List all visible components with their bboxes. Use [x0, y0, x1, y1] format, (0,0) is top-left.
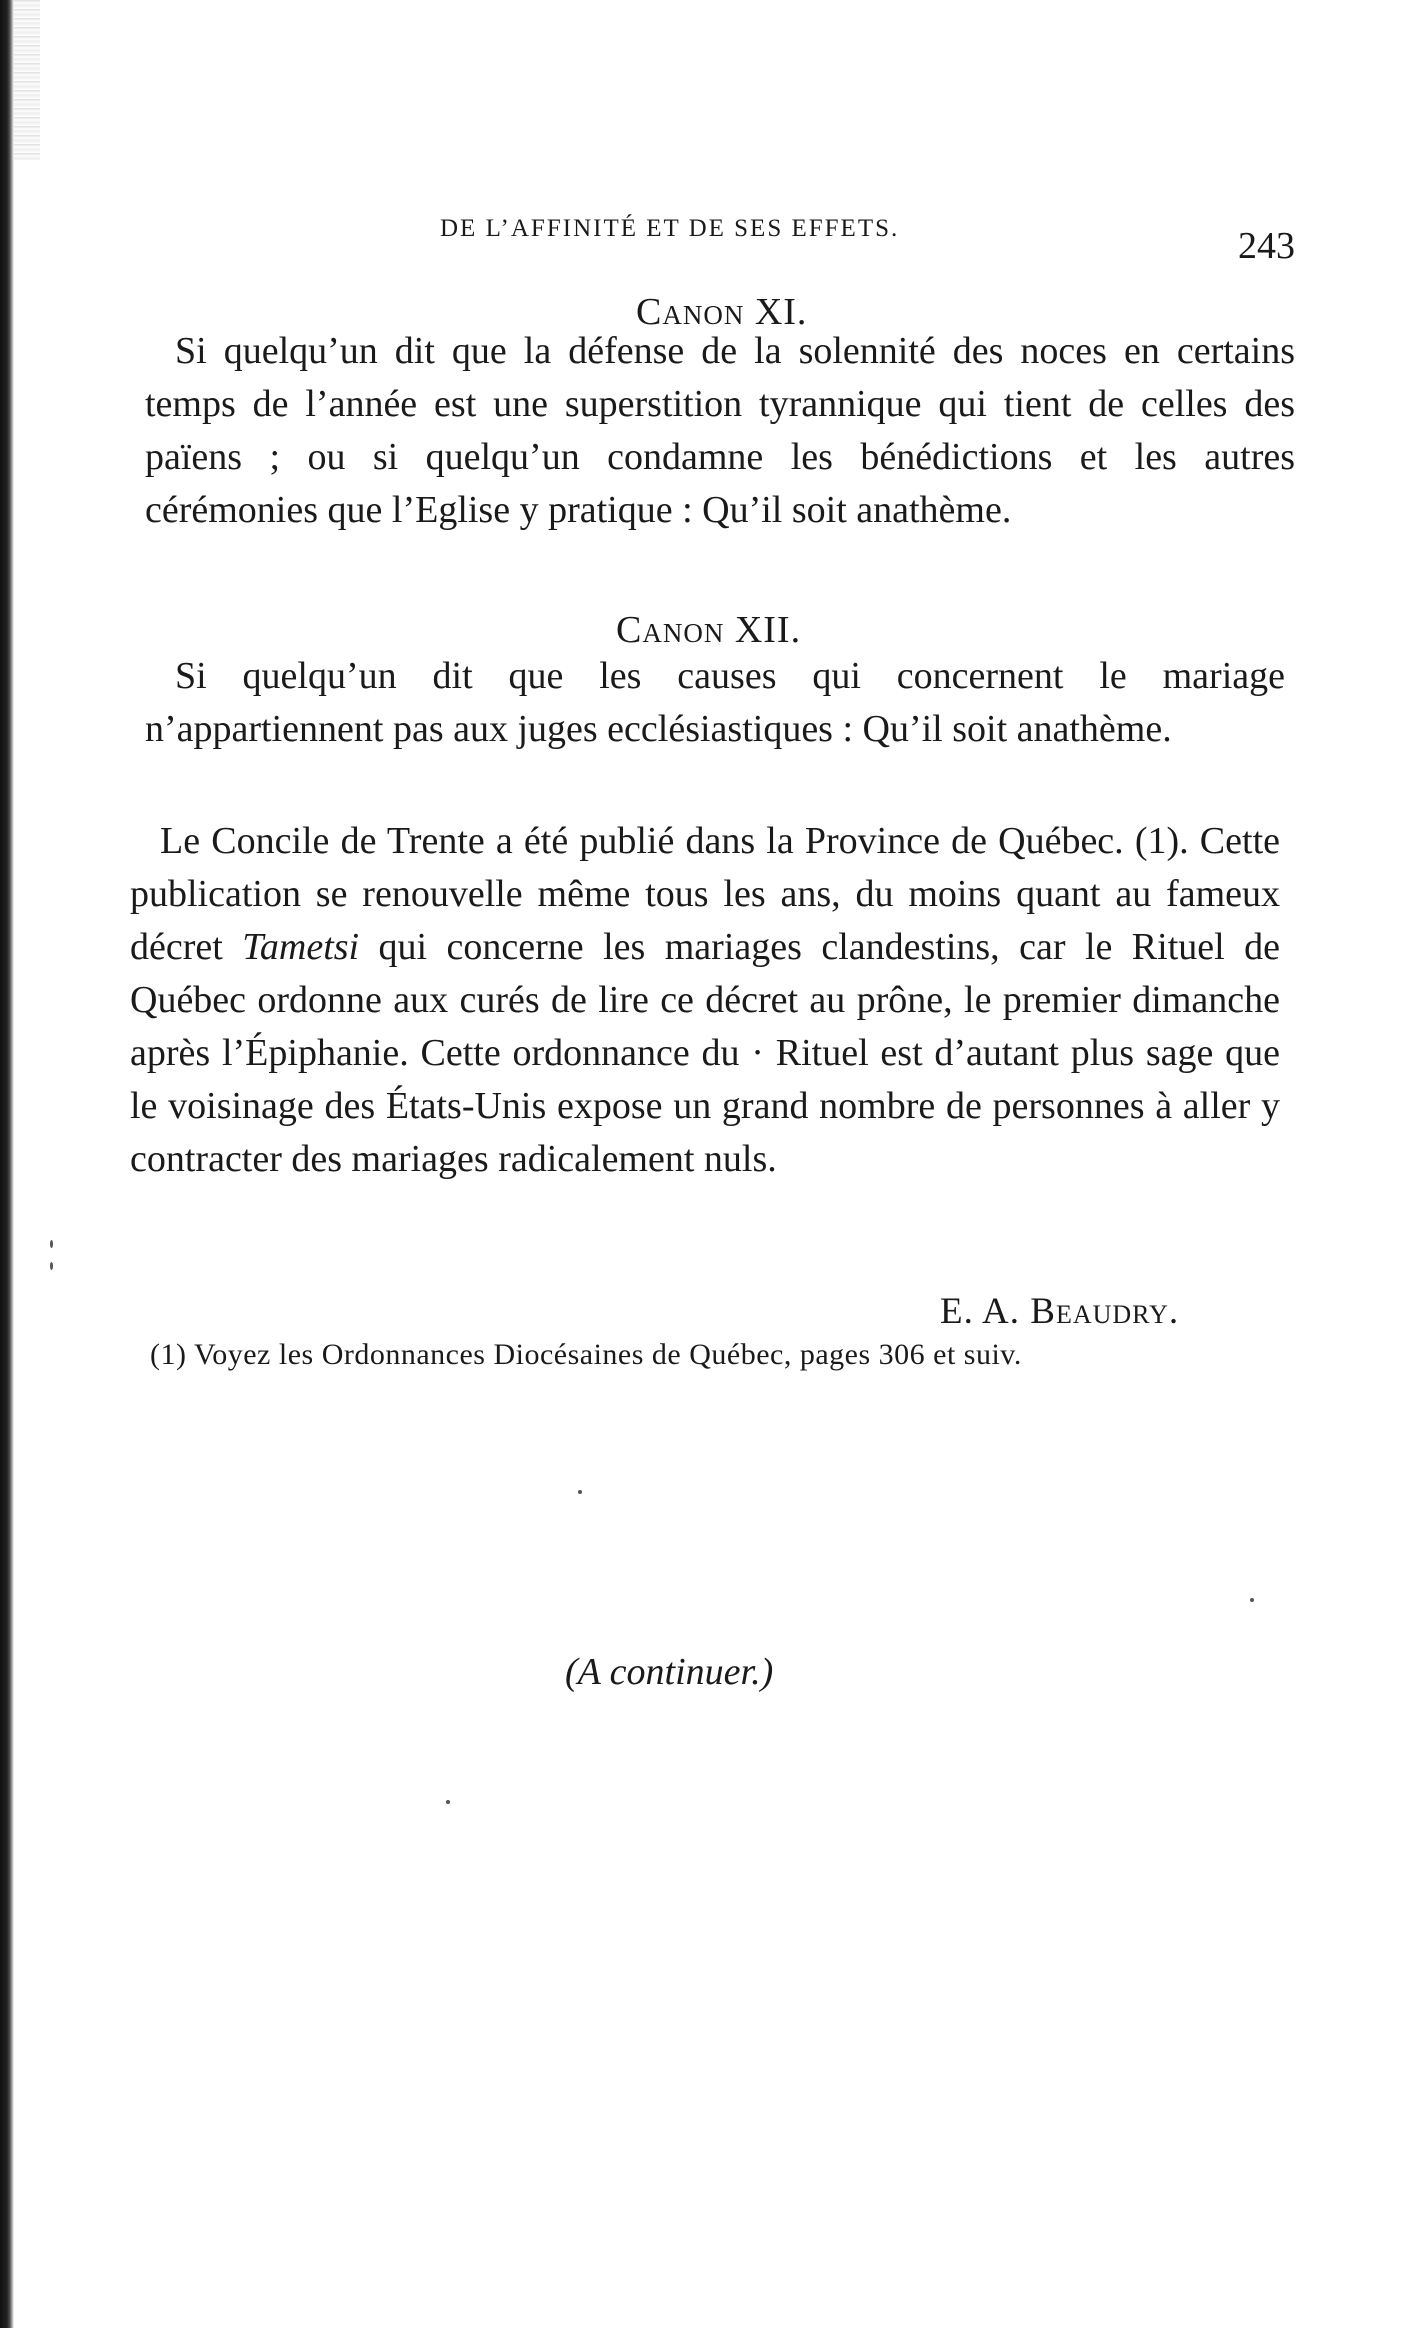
footnote: (1) Voyez les Ordonnances Diocésaines de Québec, pages 306 et suiv. — [150, 1338, 1022, 1371]
ink-speck — [50, 1262, 53, 1270]
canon-xi-heading: Canon XI. — [636, 291, 808, 333]
ink-speck — [446, 1800, 450, 1804]
body-paragraph — [130, 815, 1280, 1186]
canon-xii-heading: Canon XII. — [616, 609, 802, 651]
continuation-note: (A continuer.) — [565, 1651, 774, 1693]
ink-speck — [1250, 1598, 1254, 1602]
body-text-after: qui concerne les mariages clandestins, car le Rituel de Québec ordonne aux curés de lire ce décret au prône, le premier dimanche après l’Épiphanie. Cette ordonnance du · Rituel est d’autant plus sage que le voisinage des États-Unis expose un grand nombre de personnes à aller y contracter des mariages radicalement nuls. — [130, 926, 1280, 1180]
canon-xi-text: Si quelqu’un dit que la défense de la solennité des noces en certains temps de l’année est une superstition tyrannique qui tient de celles des païens ; ou si quelqu’un condamne les bénédictions et les autres cérémonies que l’Eglise y pratique : Qu’il soit anathème. — [145, 330, 1295, 531]
canon-xii-paragraph — [145, 650, 1285, 756]
page-number: 243 — [1238, 225, 1295, 267]
author-signature: E. A. Beaudry. — [940, 1291, 1180, 1332]
canon-xii-text: Si quelqu’un dit que les causes qui concernent le mariage n’appartiennent pas aux juges ecclésiastiques : Qu’il soit anathème. — [145, 655, 1285, 750]
body-text-before: Le Concile de Trente a été publié dans la Province de Québec. (1). Cette publication se renouvelle même tous les ans, du moins quant au fameux décret — [130, 820, 1280, 968]
canon-xi-paragraph — [145, 325, 1295, 537]
ink-speck — [50, 1240, 53, 1248]
running-title: DE L’AFFINITÉ ET DE SES EFFETS. — [440, 215, 900, 242]
ink-speck — [578, 1490, 582, 1494]
tametsi-italic: Tametsi — [242, 926, 360, 968]
